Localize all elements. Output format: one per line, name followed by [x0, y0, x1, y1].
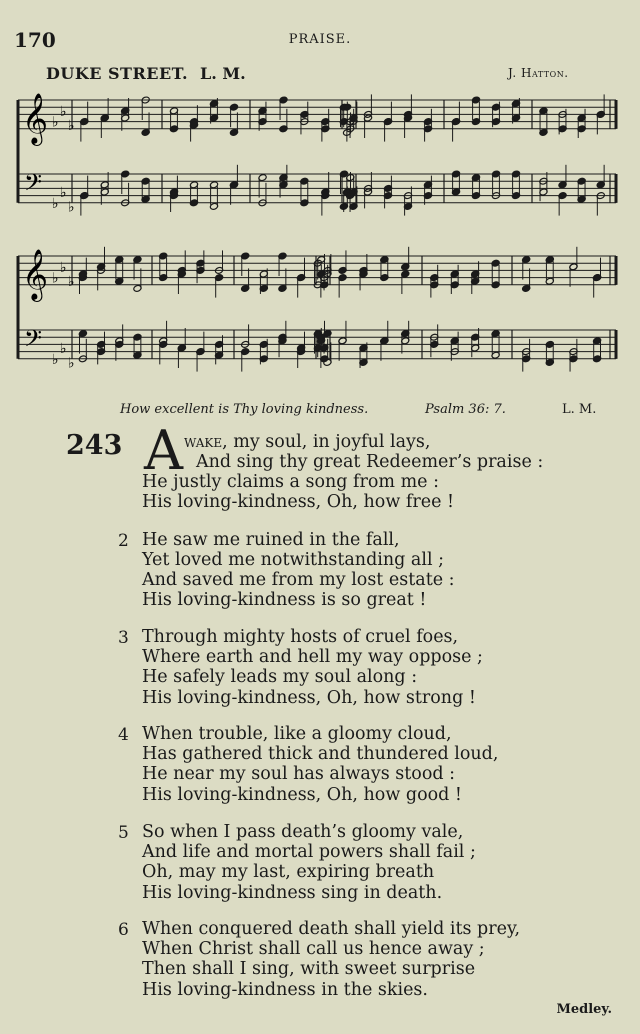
verse-line: He safely leads my soul along : — [142, 667, 418, 687]
flat-icon: ♭ — [60, 185, 67, 201]
verse-line: And sing thy great Redeemer’s praise : — [196, 452, 544, 472]
flat-icon: ♭ — [68, 274, 75, 291]
treble-clef-icon: 𝄞 — [22, 92, 49, 144]
verse-line: Then shall I sing, with sweet surprise — [142, 959, 476, 979]
score-system-1 — [18, 93, 616, 216]
verse-line: His loving-kindness, Oh, how free ! — [142, 492, 455, 512]
bass-clef-icon: 𝄢 — [24, 324, 43, 358]
hymn-meter: L. M. — [562, 402, 597, 417]
flat-icon: ♭ — [52, 351, 59, 368]
flat-icon: ♭ — [60, 341, 67, 357]
flat-icon: ♭ — [60, 103, 67, 120]
verse-line: He justly claims a song from me : — [142, 472, 439, 492]
verse-line: He near my soul has always stood : — [142, 764, 456, 784]
stanza-number: 2 — [118, 531, 129, 551]
verse-line: His loving-kindness, Oh, how strong ! — [142, 688, 476, 708]
verse-line: His loving-kindness sing in death. — [142, 883, 443, 903]
verse-line: Where earth and hell my way oppose ; — [142, 647, 483, 667]
verse-line: Yet loved me notwithstanding all ; — [142, 550, 444, 570]
verse-line: And saved me from my lost estate : — [142, 570, 455, 590]
flat-icon: ♭ — [52, 195, 59, 212]
page-number: 170 — [14, 28, 56, 52]
tune-meter: L. M. — [200, 64, 246, 83]
flat-icon: ♭ — [52, 270, 59, 287]
flat-icon: ♭ — [60, 259, 67, 276]
music-score — [12, 86, 630, 386]
first-line — [184, 432, 430, 452]
bass-clef-icon: 𝄢 — [24, 168, 43, 202]
score-system-2 — [18, 247, 616, 372]
treble-clef-icon: 𝄞 — [22, 248, 49, 300]
first-word-rest: wake, — [184, 432, 228, 452]
verse-line: Oh, may my last, expiring breath — [142, 862, 435, 882]
hymn-number: 243 — [66, 430, 123, 461]
flat-icon: ♭ — [52, 114, 59, 131]
verse-line: And life and mortal powers shall fail ; — [142, 842, 476, 862]
verse-line: His loving-kindness is so great ! — [142, 590, 427, 610]
verse-line: When conquered death shall yield its prey, — [142, 919, 521, 939]
tune-name: DUKE STREET. — [46, 64, 189, 83]
flat-icon: ♭ — [68, 118, 75, 135]
verse-line: Through mighty hosts of cruel foes, — [142, 627, 459, 647]
stanza-number: 6 — [118, 920, 129, 940]
stanza-number: 5 — [118, 823, 129, 843]
scripture-reference: Psalm 36: 7. — [425, 402, 506, 417]
stanza-number: 3 — [118, 628, 129, 648]
stanza-number: 4 — [118, 725, 129, 745]
verse-line: He saw me ruined in the fall, — [142, 530, 400, 550]
composer: J. Hatton. — [508, 66, 569, 80]
drop-cap: A — [144, 419, 183, 482]
verse-line: When Christ shall call us hence away ; — [142, 939, 485, 959]
verse-line: Has gathered thick and thundered loud, — [142, 744, 499, 764]
running-head: PRAISE. — [288, 32, 352, 47]
flat-icon: ♭ — [68, 199, 75, 216]
first-line-rest: my soul, in joyful lays, — [227, 432, 431, 452]
verse-line: When trouble, like a gloomy cloud, — [142, 724, 452, 744]
verse-line: His loving-kindness in the skies. — [142, 980, 428, 1000]
verse-line: His loving-kindness, Oh, how good ! — [142, 785, 462, 805]
flat-icon: ♭ — [68, 355, 75, 372]
verse-line: So when I pass death’s gloomy vale, — [142, 822, 464, 842]
hymn-caption: How excellent is Thy loving kindness. — [120, 402, 369, 417]
credit: Medley. — [556, 1002, 612, 1017]
